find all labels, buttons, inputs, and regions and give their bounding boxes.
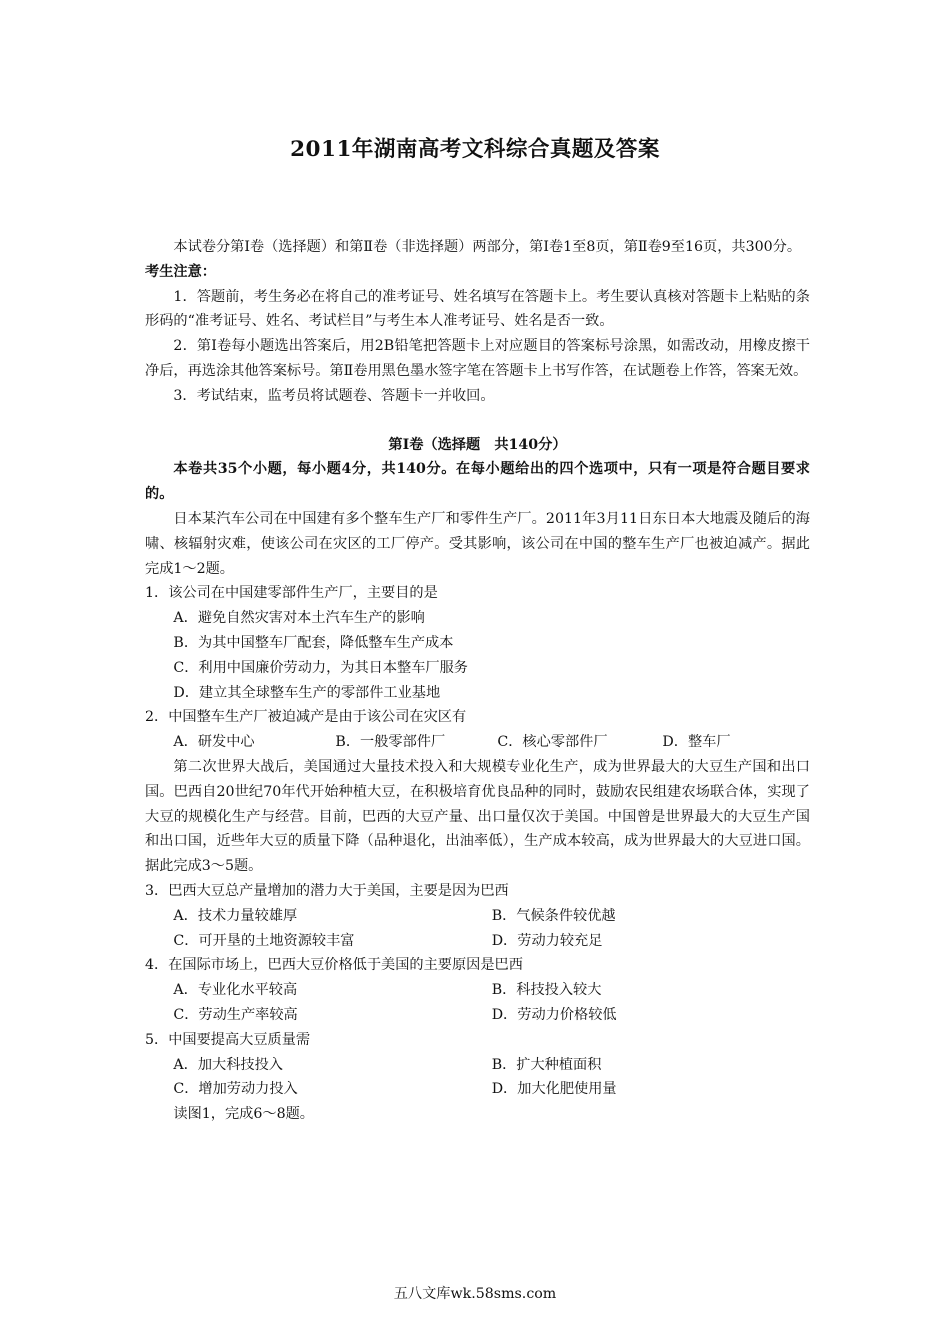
question-options-row [145, 978, 810, 1003]
notice-item: 1．答题前，考生务必在将自己的准考证号、姓名填写在答题卡上。考生要认真核对答题卡上粘贴的条形码的“准考证号、姓名、考试栏目”与考生本人准考证号、姓名是否一致。 [145, 288, 810, 330]
question-option: C．利用中国廉价劳动力，为其日本整车厂服务 [173, 659, 468, 676]
question-option: D．建立其全球整车生产的零部件工业基地 [173, 684, 441, 701]
question-option: B．一般零部件厂 [335, 734, 446, 751]
question-option: A．避免自然灾害对本土汽车生产的影响 [173, 610, 425, 627]
question-option: D．整车厂 [662, 734, 731, 751]
question-option: C．可开垦的土地资源较丰富 [173, 932, 355, 949]
question-options-row [145, 730, 810, 755]
question-option: D．劳动力较充足 [491, 932, 603, 949]
passage: 第二次世界大战后，美国通过大量技术投入和大规模专业化生产，成为世界最大的大豆生产国和出口国。巴西自20世纪70年代开始种植大豆，在积极培育优良品种的同时，鼓励农民组建农场联合体，实现了大豆的规模化生产与经营。目前，巴西的大豆产量、出口量仅次于美国。中国曾是世界最大的大豆生产国和出口国，近些年大豆的质量下降（品种退化，出油率低），生产成本较高，成为世界最大的大豆进口国。据此完成3～5题。 [145, 758, 810, 875]
footer-watermark: 五八文库wk.58sms.com [393, 1286, 557, 1302]
question-option: B．为其中国整车厂配套，降低整车生产成本 [173, 634, 454, 651]
question-stem: 5．中国要提高大豆质量需 [145, 1031, 311, 1048]
question-option: A．加大科技投入 [173, 1056, 283, 1073]
question-option: D．劳动力价格较低 [491, 1006, 617, 1023]
intro-paragraph: 本试卷分第Ⅰ卷（选择题）和第Ⅱ卷（非选择题）两部分，第Ⅰ卷1至8页，第Ⅱ卷9至16页，共300分。 [173, 239, 802, 255]
notice-heading: 考生注意： [145, 263, 216, 280]
notice-item: 2．第Ⅰ卷每小题选出答案后，用2B铅笔把答题卡上对应题目的答案标号涂黑，如需改动，用橡皮擦干净后，再选涂其他答案标号。第Ⅱ卷用黑色墨水签字笔在答题卡上书写作答，在试题卷上作答，答案无效。 [145, 338, 810, 379]
question-options-row [145, 1053, 810, 1078]
figure-instruction: 读图1，完成6～8题。 [173, 1106, 314, 1123]
question-option: C．核心零部件厂 [497, 734, 608, 751]
document-body [145, 235, 810, 1127]
question-options-row [145, 929, 810, 954]
question-option: A．技术力量较雄厚 [173, 907, 298, 924]
question-options-row [145, 1003, 810, 1028]
page-title: 2011年湖南高考文科综合真题及答案 [290, 137, 660, 162]
section-description: 本卷共35个小题，每小题4分，共140分。在每小题给出的四个选项中，只有一项是符合题目要求的。 [145, 461, 810, 503]
question-option: B．科技投入较大 [491, 982, 602, 999]
question-stem: 3．巴西大豆总产量增加的潜力大于美国，主要是因为巴西 [145, 882, 509, 899]
question-stem: 1．该公司在中国建零部件生产厂，主要目的是 [145, 585, 438, 602]
question-option: D．加大化肥使用量 [491, 1081, 617, 1098]
question-stem: 4．在国际市场上，巴西大豆价格低于美国的主要原因是巴西 [145, 957, 523, 974]
question-options-row [145, 1077, 810, 1102]
question-option: B．气候条件较优越 [491, 907, 616, 924]
question-option: B．扩大种植面积 [491, 1056, 602, 1073]
question-option: C．增加劳动力投入 [173, 1081, 298, 1098]
passage: 日本某汽车公司在中国建有多个整车生产厂和零件生产厂。2011年3月11日东日本大地震及随后的海啸、核辐射灾难，使该公司在灾区的工厂停产。受其影响，该公司在中国的整车生产厂也被迫减产。据此完成1～2题。 [145, 510, 810, 577]
question-stem: 2．中国整车生产厂被迫减产是由于该公司在灾区有 [145, 709, 467, 726]
section-title: 第Ⅰ卷（选择题 共140分） [388, 436, 567, 453]
question-option: A．研发中心 [173, 734, 255, 751]
question-option: A．专业化水平较高 [173, 982, 298, 999]
question-options-row [145, 904, 810, 929]
notice-item: 3．考试结束，监考员将试题卷、答题卡一并收回。 [173, 387, 495, 404]
question-option: C．劳动生产率较高 [173, 1006, 298, 1023]
